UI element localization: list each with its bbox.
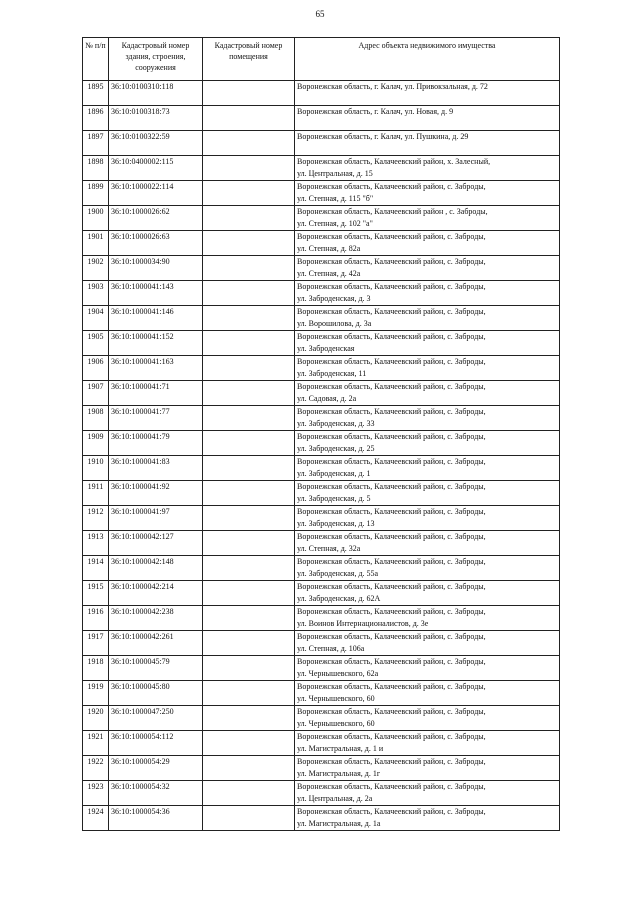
table-row xyxy=(83,781,560,806)
address-line-1: Воронежская область, Калачеевский район, с. Заброды, xyxy=(297,757,486,766)
address-line-2: ул. Магистральная, д. 1г xyxy=(297,769,381,778)
address-line-1: Воронежская область, Калачеевский район, с. Заброды, xyxy=(297,457,486,466)
cadastral-number-room xyxy=(203,531,295,556)
address-line-2: ул. Магистральная, д. 1а xyxy=(297,819,381,828)
address-line-2: ул. Заброденская, 11 xyxy=(297,369,367,378)
address-line-1: Воронежская область, Калачеевский район, с. Заброды, xyxy=(297,582,486,591)
table-row xyxy=(83,656,560,681)
row-number: 1906 xyxy=(83,356,109,381)
address-line-2: ул. Заброденская xyxy=(297,344,355,353)
address-cell xyxy=(295,581,560,606)
cadastral-number-building: 36:10:1000045:79 xyxy=(109,656,203,681)
address-line-1: Воронежская область, Калачеевский район, с. Заброды, xyxy=(297,382,486,391)
cadastral-number-building: 36:10:1000041:77 xyxy=(109,406,203,431)
table-row xyxy=(83,756,560,781)
address-cell xyxy=(295,181,560,206)
address-cell xyxy=(295,281,560,306)
address-cell xyxy=(295,456,560,481)
table-header xyxy=(83,38,560,81)
address-line-2: ул. Степная, д. 82а xyxy=(297,244,361,253)
address-line-2: ул. Чернышевского, 60 xyxy=(297,694,375,703)
table-row xyxy=(83,356,560,381)
row-number: 1922 xyxy=(83,756,109,781)
address-cell xyxy=(295,806,560,831)
address-line-1: Воронежская область, Калачеевский район, с. Заброды, xyxy=(297,332,486,341)
address-line-1: Воронежская область, Калачеевский район, с. Заброды, xyxy=(297,532,486,541)
address-line-2: ул. Заброденская, д. 5 xyxy=(297,494,371,503)
address-line-1: Воронежская область, Калачеевский район, с. Заброды, xyxy=(297,707,486,716)
address-line-1: Воронежская область, Калачеевский район, с. Заброды, xyxy=(297,482,486,491)
cadastral-number-building: 36:10:1000054:112 xyxy=(109,731,203,756)
cadastral-number-room xyxy=(203,131,295,156)
cadastral-number-building: 36:10:1000041:83 xyxy=(109,456,203,481)
table-row xyxy=(83,281,560,306)
cadastral-number-room xyxy=(203,431,295,456)
cadastral-number-room xyxy=(203,706,295,731)
row-number: 1896 xyxy=(83,106,109,131)
table-row xyxy=(83,631,560,656)
address-cell xyxy=(295,356,560,381)
address-line-2: ул. Магистральная, д. 1 и xyxy=(297,744,384,753)
address-line-2 xyxy=(297,93,557,105)
address-line-2: ул. Заброденская, д. 55а xyxy=(297,569,379,578)
address-cell xyxy=(295,506,560,531)
address-cell xyxy=(295,431,560,456)
table-row xyxy=(83,256,560,281)
address-cell xyxy=(295,231,560,256)
address-line-2: ул. Заброденская, д. 62А xyxy=(297,594,381,603)
table-row xyxy=(83,156,560,181)
address-line-1: Воронежская область, Калачеевский район, с. Заброды, xyxy=(297,507,486,516)
address-line-2: ул. Чернышевского, 60 xyxy=(297,719,375,728)
address-cell xyxy=(295,406,560,431)
address-line-2: ул. Садовая, д. 2а xyxy=(297,394,357,403)
row-number: 1901 xyxy=(83,231,109,256)
header-address: Адрес объекта недвижимого имущества xyxy=(295,38,560,81)
cadastral-number-room xyxy=(203,631,295,656)
table-row xyxy=(83,181,560,206)
address-line-2 xyxy=(297,118,557,130)
table-row xyxy=(83,506,560,531)
row-number: 1902 xyxy=(83,256,109,281)
row-number: 1923 xyxy=(83,781,109,806)
row-number: 1905 xyxy=(83,331,109,356)
cadastral-number-building: 36:10:1000041:97 xyxy=(109,506,203,531)
address-line-2: ул. Воинов Интернационалистов, д. 3е xyxy=(297,619,429,628)
cadastral-number-room xyxy=(203,181,295,206)
cadastral-number-building: 36:10:1000047:250 xyxy=(109,706,203,731)
cadastral-number-room xyxy=(203,756,295,781)
address-line-1: Воронежская область, Калачеевский район, с. Заброды, xyxy=(297,407,486,416)
cadastral-number-room xyxy=(203,681,295,706)
table-row xyxy=(83,231,560,256)
cadastral-number-building: 36:10:0400002:115 xyxy=(109,156,203,181)
address-line-1: Воронежская область, Калачеевский район, с. Заброды, xyxy=(297,357,486,366)
table-row xyxy=(83,431,560,456)
table-row xyxy=(83,706,560,731)
row-number: 1909 xyxy=(83,431,109,456)
address-cell xyxy=(295,631,560,656)
table-row xyxy=(83,456,560,481)
address-line-1: Воронежская область, Калачеевский район, с. Заброды, xyxy=(297,557,486,566)
cadastral-number-building: 36:10:0100318:73 xyxy=(109,106,203,131)
cadastral-number-room xyxy=(203,731,295,756)
address-cell xyxy=(295,306,560,331)
address-line-1: Воронежская область, Калачеевский район, с. Заброды, xyxy=(297,732,486,741)
cadastral-number-building: 36:10:1000042:261 xyxy=(109,631,203,656)
table-row xyxy=(83,406,560,431)
cadastral-number-room xyxy=(203,781,295,806)
address-line-1: Воронежская область, Калачеевский район, с. Заброды, xyxy=(297,607,486,616)
row-number: 1917 xyxy=(83,631,109,656)
table-row xyxy=(83,556,560,581)
cadastral-number-building: 36:10:1000026:63 xyxy=(109,231,203,256)
address-cell xyxy=(295,481,560,506)
cadastral-number-building: 36:10:1000041:79 xyxy=(109,431,203,456)
address-cell xyxy=(295,106,560,131)
address-line-2: ул. Заброденская, д. 13 xyxy=(297,519,375,528)
property-register-table xyxy=(82,37,560,831)
cadastral-number-building: 36:10:1000045:80 xyxy=(109,681,203,706)
table-row xyxy=(83,131,560,156)
address-cell xyxy=(295,131,560,156)
cadastral-number-building: 36:10:1000041:152 xyxy=(109,331,203,356)
address-line-2: ул. Степная, д. 115 "б" xyxy=(297,194,374,203)
cadastral-number-room xyxy=(203,456,295,481)
address-line-2: ул. Заброденская, д. 1 xyxy=(297,469,371,478)
address-line-2: ул. Заброденская, д. 3 xyxy=(297,294,371,303)
row-number: 1904 xyxy=(83,306,109,331)
row-number: 1903 xyxy=(83,281,109,306)
cadastral-number-room xyxy=(203,481,295,506)
row-number: 1911 xyxy=(83,481,109,506)
table-row xyxy=(83,81,560,106)
row-number: 1913 xyxy=(83,531,109,556)
row-number: 1915 xyxy=(83,581,109,606)
row-number: 1908 xyxy=(83,406,109,431)
address-line-1: Воронежская область, Калачеевский район, с. Заброды, xyxy=(297,432,486,441)
address-line-1: Воронежская область, Калачеевский район, с. Заброды, xyxy=(297,682,486,691)
row-number: 1924 xyxy=(83,806,109,831)
address-line-2: ул. Степная, д. 32а xyxy=(297,544,361,553)
cadastral-number-room xyxy=(203,306,295,331)
address-line-1: Воронежская область, г. Калач, ул. Привокзальная, д. 72 xyxy=(297,82,488,91)
cadastral-number-building: 36:10:1000041:71 xyxy=(109,381,203,406)
address-cell xyxy=(295,606,560,631)
cadastral-number-building: 36:10:1000042:238 xyxy=(109,606,203,631)
address-cell xyxy=(295,206,560,231)
table-row xyxy=(83,206,560,231)
row-number: 1899 xyxy=(83,181,109,206)
page-number: 65 xyxy=(315,9,325,19)
address-line-1: Воронежская область, г. Калач, ул. Новая, д. 9 xyxy=(297,107,454,116)
address-cell xyxy=(295,556,560,581)
cadastral-number-room xyxy=(203,406,295,431)
address-line-1: Воронежская область, Калачеевский район, с. Заброды, xyxy=(297,282,486,291)
cadastral-number-building: 36:10:1000042:148 xyxy=(109,556,203,581)
address-line-1: Воронежская область, Калачеевский район, с. Заброды, xyxy=(297,657,486,666)
address-cell xyxy=(295,706,560,731)
address-cell xyxy=(295,756,560,781)
row-number: 1914 xyxy=(83,556,109,581)
cadastral-number-building: 36:10:1000022:114 xyxy=(109,181,203,206)
cadastral-number-building: 36:10:1000041:146 xyxy=(109,306,203,331)
table-row xyxy=(83,106,560,131)
table-body xyxy=(83,81,560,831)
address-cell xyxy=(295,781,560,806)
header-cadastral-building: Кадастровый номер здания, строения, сооружения xyxy=(109,38,203,81)
cadastral-number-building: 36:10:1000034:90 xyxy=(109,256,203,281)
address-cell xyxy=(295,381,560,406)
row-number: 1898 xyxy=(83,156,109,181)
cadastral-number-building: 36:10:0100310:118 xyxy=(109,81,203,106)
address-line-2: ул. Заброденская, д. 33 xyxy=(297,419,375,428)
cadastral-number-room xyxy=(203,606,295,631)
row-number: 1895 xyxy=(83,81,109,106)
address-line-1: Воронежская область, Калачеевский район, с. Заброды, xyxy=(297,307,486,316)
address-line-1: Воронежская область, г. Калач, ул. Пушкина, д. 29 xyxy=(297,132,469,141)
address-line-2: ул. Ворошилова, д. 3а xyxy=(297,319,372,328)
address-line-2: ул. Степная, д. 42а xyxy=(297,269,361,278)
address-line-2: ул. Чернышевского, 62а xyxy=(297,669,379,678)
row-number: 1912 xyxy=(83,506,109,531)
address-line-2: ул. Заброденская, д. 25 xyxy=(297,444,375,453)
address-line-2: ул. Степная, д. 106а xyxy=(297,644,365,653)
cadastral-number-building: 36:10:1000042:127 xyxy=(109,531,203,556)
cadastral-number-building: 36:10:1000041:92 xyxy=(109,481,203,506)
address-line-1: Воронежская область, Калачеевский район, с. Заброды, xyxy=(297,632,486,641)
cadastral-number-room xyxy=(203,506,295,531)
cadastral-number-room xyxy=(203,81,295,106)
address-line-1: Воронежская область, Калачеевский район, с. Заброды, xyxy=(297,807,486,816)
cadastral-number-room xyxy=(203,106,295,131)
table-row xyxy=(83,306,560,331)
header-cadastral-room: Кадастровый номер помещения xyxy=(203,38,295,81)
address-line-1: Воронежская область, Калачеевский район, с. Заброды, xyxy=(297,257,486,266)
cadastral-number-room xyxy=(203,256,295,281)
row-number: 1918 xyxy=(83,656,109,681)
address-cell xyxy=(295,331,560,356)
row-number: 1907 xyxy=(83,381,109,406)
cadastral-number-room xyxy=(203,806,295,831)
table-row xyxy=(83,731,560,756)
address-cell xyxy=(295,81,560,106)
row-number: 1910 xyxy=(83,456,109,481)
table-row xyxy=(83,581,560,606)
address-line-1: Воронежская область, Калачеевский район, с. Заброды, xyxy=(297,782,486,791)
address-line-1: Воронежская область, Калачеевский район, с. Заброды, xyxy=(297,232,486,241)
cadastral-number-room xyxy=(203,381,295,406)
table-row xyxy=(83,481,560,506)
cadastral-number-room xyxy=(203,331,295,356)
table-row xyxy=(83,681,560,706)
address-cell xyxy=(295,531,560,556)
address-line-2: ул. Центральная, д. 15 xyxy=(297,169,373,178)
cadastral-number-building: 36:10:1000041:143 xyxy=(109,281,203,306)
cadastral-number-room xyxy=(203,356,295,381)
cadastral-number-building: 36:10:1000054:29 xyxy=(109,756,203,781)
address-line-1: Воронежская область, Калачеевский район , с. Заброды, xyxy=(297,207,488,216)
cadastral-number-building: 36:10:1000054:32 xyxy=(109,781,203,806)
address-cell xyxy=(295,681,560,706)
address-cell xyxy=(295,731,560,756)
cadastral-number-room xyxy=(203,556,295,581)
address-line-1: Воронежская область, Калачеевский район, с. Заброды, xyxy=(297,182,486,191)
cadastral-number-building: 36:10:1000054:36 xyxy=(109,806,203,831)
address-line-2: ул. Центральная, д. 2а xyxy=(297,794,373,803)
address-line-1: Воронежская область, Калачеевский район, х. Залесный, xyxy=(297,157,491,166)
header-number: № п/п xyxy=(83,38,109,81)
cadastral-number-building: 36:10:1000042:214 xyxy=(109,581,203,606)
cadastral-number-building: 36:10:1000026:62 xyxy=(109,206,203,231)
table-row xyxy=(83,331,560,356)
cadastral-number-room xyxy=(203,656,295,681)
address-cell xyxy=(295,156,560,181)
address-line-2: ул. Степная, д. 102 "а" xyxy=(297,219,373,228)
row-number: 1919 xyxy=(83,681,109,706)
cadastral-number-room xyxy=(203,281,295,306)
row-number: 1897 xyxy=(83,131,109,156)
cadastral-number-room xyxy=(203,156,295,181)
table-row xyxy=(83,806,560,831)
row-number: 1900 xyxy=(83,206,109,231)
table-row xyxy=(83,381,560,406)
row-number: 1921 xyxy=(83,731,109,756)
address-line-2 xyxy=(297,143,557,155)
row-number: 1916 xyxy=(83,606,109,631)
row-number: 1920 xyxy=(83,706,109,731)
address-cell xyxy=(295,256,560,281)
cadastral-number-room xyxy=(203,206,295,231)
cadastral-number-building: 36:10:0100322:59 xyxy=(109,131,203,156)
table-row xyxy=(83,531,560,556)
cadastral-number-room xyxy=(203,581,295,606)
table-row xyxy=(83,606,560,631)
address-cell xyxy=(295,656,560,681)
cadastral-number-building: 36:10:1000041:163 xyxy=(109,356,203,381)
cadastral-number-room xyxy=(203,231,295,256)
